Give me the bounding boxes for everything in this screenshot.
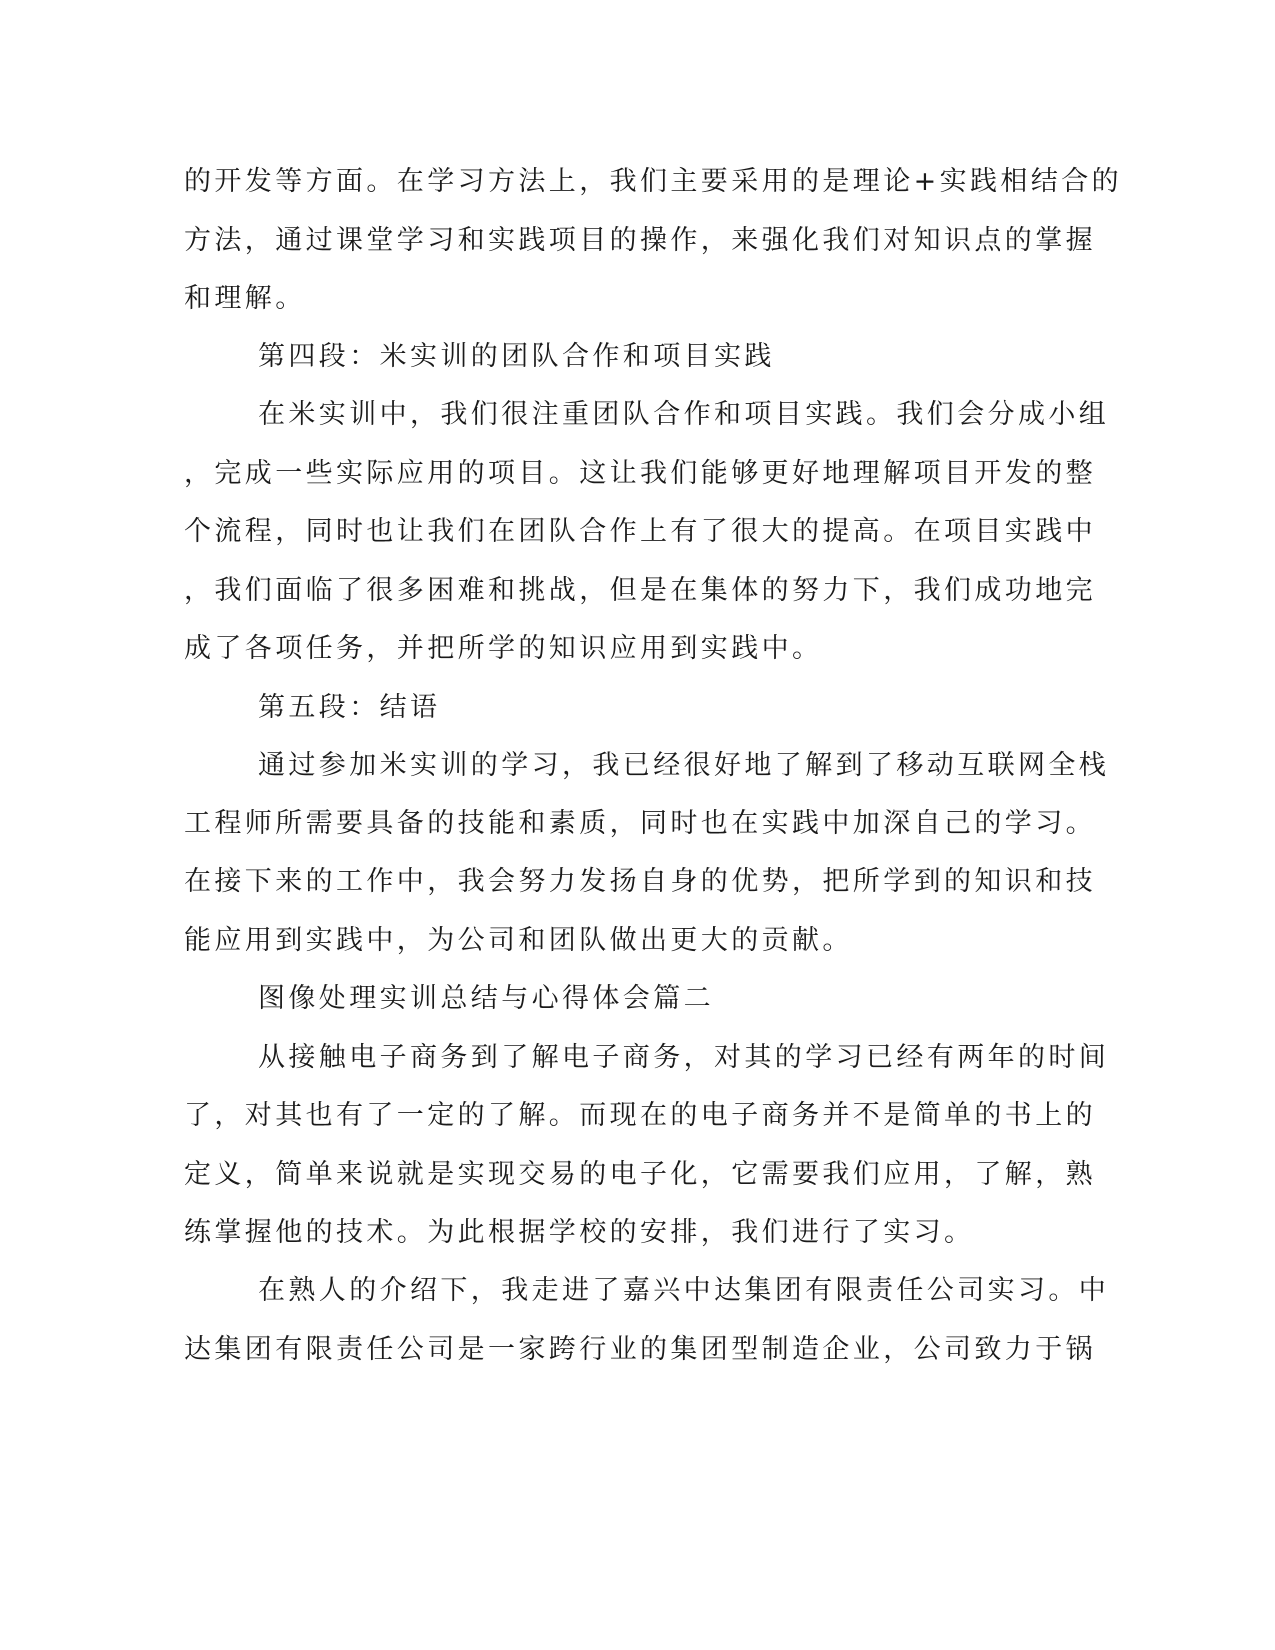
body-text-line: 了，对其也有了一定的了解。而现在的电子商务并不是简单的书上的 [184, 1100, 1096, 1131]
body-text-line: 方法，通过课堂学习和实践项目的操作，来强化我们对知识点的掌握 [184, 225, 1096, 256]
body-text-line: 和理解。 [184, 283, 306, 314]
body-text-line: 能应用到实践中，为公司和团队做出更大的贡献。 [184, 925, 853, 956]
section-heading: 图像处理实训总结与心得体会篇二 [258, 983, 714, 1014]
body-text-line: 在米实训中，我们很注重团队合作和项目实践。我们会分成小组 [258, 399, 1110, 430]
body-text-line: 达集团有限责任公司是一家跨行业的集团型制造企业，公司致力于锅 [184, 1334, 1096, 1365]
body-text-line: 的开发等方面。在学习方法上，我们主要采用的是理论+实践相结合的 [184, 166, 1123, 197]
body-text-line: 从接触电子商务到了解电子商务，对其的学习已经有两年的时间 [258, 1042, 1110, 1073]
section-heading: 第五段：结语 [258, 692, 441, 723]
body-text-line: 个流程，同时也让我们在团队合作上有了很大的提高。在项目实践中 [184, 516, 1096, 547]
body-text-line: 工程师所需要具备的技能和素质，同时也在实践中加深自己的学习。 [184, 808, 1096, 839]
body-text-line: 定义，简单来说就是实现交易的电子化，它需要我们应用，了解，熟 [184, 1159, 1096, 1190]
body-text-line: 成了各项任务，并把所学的知识应用到实践中。 [184, 633, 823, 664]
body-text-line: 通过参加米实训的学习，我已经很好地了解到了移动互联网全栈 [258, 750, 1110, 781]
body-text-line: 练掌握他的技术。为此根据学校的安排，我们进行了实习。 [184, 1217, 975, 1248]
section-heading: 第四段：米实训的团队合作和项目实践 [258, 341, 775, 372]
body-text-line: 在接下来的工作中，我会努力发扬自身的优势，把所学到的知识和技 [184, 866, 1096, 897]
body-text-line: ，我们面临了很多困难和挑战，但是在集体的努力下，我们成功地完 [184, 575, 1096, 606]
body-text-line: 在熟人的介绍下，我走进了嘉兴中达集团有限责任公司实习。中 [258, 1275, 1110, 1306]
body-text-line: ，完成一些实际应用的项目。这让我们能够更好地理解项目开发的整 [184, 458, 1096, 489]
